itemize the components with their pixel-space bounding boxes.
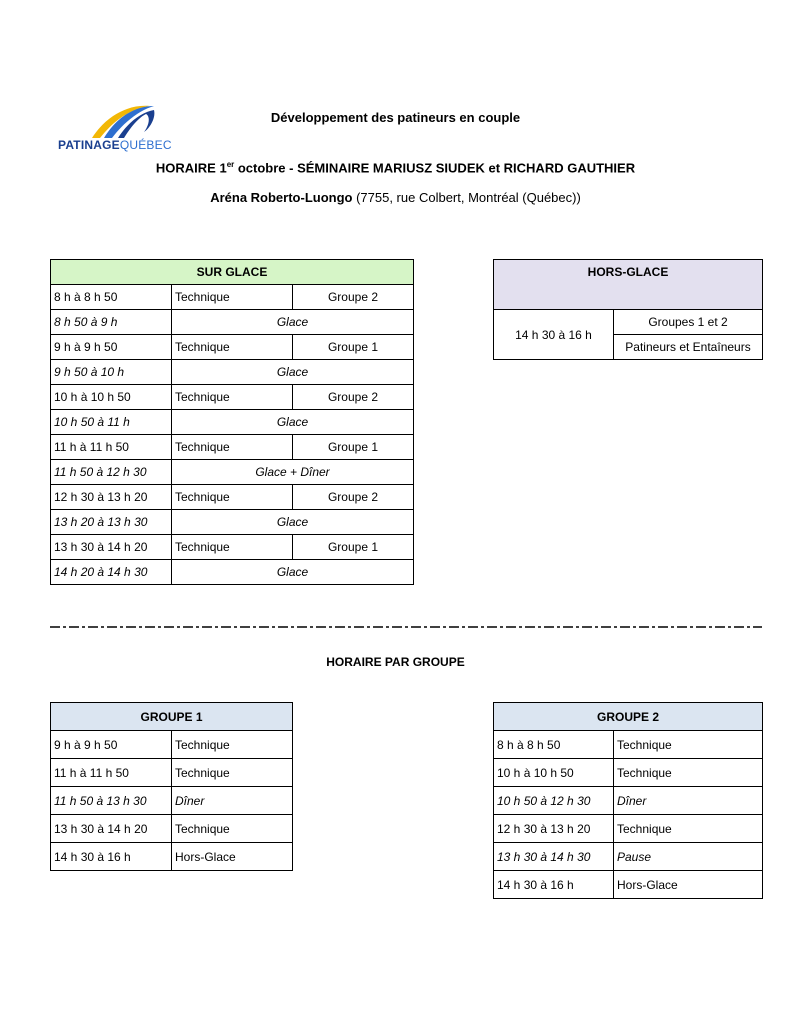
- table-row: [51, 385, 414, 410]
- activity-cell: Glace: [172, 560, 414, 585]
- section-divider: [50, 626, 762, 628]
- activity-cell: Glace + Dîner: [172, 460, 414, 485]
- activity-cell: Technique: [614, 815, 763, 843]
- activity-cell: Glace: [172, 310, 414, 335]
- time-cell: 9 h à 9 h 50: [51, 731, 172, 759]
- activity-cell: Technique: [172, 815, 293, 843]
- activity-cell: Hors-Glace: [172, 843, 293, 871]
- activity-cell: Pause: [614, 843, 763, 871]
- table-row: [494, 815, 763, 843]
- group-cell: Groupe 2: [293, 485, 414, 510]
- document-subtitle: Développement des patineurs en couple: [270, 110, 521, 125]
- venue-line: Aréna Roberto-Luongo (7755, rue Colbert, Montréal (Québec)): [210, 190, 581, 205]
- logo-wordmark: PATINAGEQUÉBEC: [58, 138, 172, 152]
- table-row: [51, 510, 414, 535]
- activity-cell: Technique: [172, 335, 293, 360]
- hors-glace-groups: Groupes 1 et 2: [614, 310, 763, 335]
- table-row: [51, 535, 414, 560]
- time-cell: 12 h 30 à 13 h 20: [51, 485, 172, 510]
- document-title: HORAIRE 1er octobre - SÉMINAIRE MARIUSZ SIUDEK et RICHARD GAUTHIER: [155, 160, 636, 176]
- time-cell: 11 h 50 à 13 h 30: [51, 787, 172, 815]
- group-cell: Groupe 1: [293, 435, 414, 460]
- time-cell: 10 h 50 à 11 h: [51, 410, 172, 435]
- time-cell: 11 h à 11 h 50: [51, 759, 172, 787]
- table-row: [494, 787, 763, 815]
- time-cell: 10 h à 10 h 50: [494, 759, 614, 787]
- time-cell: 8 h à 8 h 50: [51, 285, 172, 310]
- time-cell: 14 h 30 à 16 h: [51, 843, 172, 871]
- table-row: [51, 435, 414, 460]
- time-cell: 13 h 20 à 13 h 30: [51, 510, 172, 535]
- activity-cell: Dîner: [614, 787, 763, 815]
- activity-cell: Glace: [172, 510, 414, 535]
- table-row: [51, 460, 414, 485]
- time-cell: 9 h à 9 h 50: [51, 335, 172, 360]
- time-cell: 13 h 30 à 14 h 20: [51, 535, 172, 560]
- time-cell: 13 h 30 à 14 h 20: [51, 815, 172, 843]
- groupe-1-table: [50, 702, 293, 871]
- hors-glace-participants: Patineurs et Entaîneurs: [614, 335, 763, 360]
- table-row: [494, 731, 763, 759]
- table-row: [51, 485, 414, 510]
- activity-cell: Technique: [172, 285, 293, 310]
- groupe-1-header: GROUPE 1: [51, 703, 293, 731]
- time-cell: 10 h 50 à 12 h 30: [494, 787, 614, 815]
- group-cell: Groupe 2: [293, 285, 414, 310]
- hors-glace-table: [493, 259, 763, 360]
- time-cell: 10 h à 10 h 50: [51, 385, 172, 410]
- activity-cell: Technique: [172, 385, 293, 410]
- time-cell: 8 h 50 à 9 h: [51, 310, 172, 335]
- groupe-2-table: [493, 702, 763, 899]
- time-cell: 14 h 30 à 16 h: [494, 871, 614, 899]
- sur-glace-table: [50, 259, 414, 585]
- table-row: [51, 285, 414, 310]
- group-cell: Groupe 1: [293, 335, 414, 360]
- time-cell: 13 h 30 à 14 h 30: [494, 843, 614, 871]
- activity-cell: Technique: [614, 759, 763, 787]
- table-row: [51, 310, 414, 335]
- table-row: [494, 871, 763, 899]
- patinage-quebec-logo: [58, 100, 170, 156]
- group-cell: Groupe 2: [293, 385, 414, 410]
- table-row: [51, 787, 293, 815]
- table-row: [51, 560, 414, 585]
- table-row: [494, 759, 763, 787]
- table-row: [51, 410, 414, 435]
- activity-cell: Technique: [614, 731, 763, 759]
- activity-cell: Hors-Glace: [614, 871, 763, 899]
- table-row: [51, 843, 293, 871]
- table-row: [51, 731, 293, 759]
- section-title: HORAIRE PAR GROUPE: [326, 655, 465, 669]
- sur-glace-header: SUR GLACE: [51, 260, 414, 285]
- table-row: [51, 815, 293, 843]
- time-cell: 8 h à 8 h 50: [494, 731, 614, 759]
- activity-cell: Glace: [172, 360, 414, 385]
- time-cell: 14 h 20 à 14 h 30: [51, 560, 172, 585]
- time-cell: 9 h 50 à 10 h: [51, 360, 172, 385]
- activity-cell: Technique: [172, 435, 293, 460]
- table-row: [51, 360, 414, 385]
- hors-glace-header: HORS-GLACE: [494, 260, 763, 310]
- table-row: [494, 843, 763, 871]
- table-row: [51, 759, 293, 787]
- activity-cell: Technique: [172, 535, 293, 560]
- activity-cell: Technique: [172, 759, 293, 787]
- activity-cell: Technique: [172, 731, 293, 759]
- time-cell: 11 h 50 à 12 h 30: [51, 460, 172, 485]
- groupe-2-header: GROUPE 2: [494, 703, 763, 731]
- table-row: [51, 335, 414, 360]
- time-cell: 12 h 30 à 13 h 20: [494, 815, 614, 843]
- activity-cell: Technique: [172, 485, 293, 510]
- hors-glace-time: 14 h 30 à 16 h: [494, 310, 614, 360]
- group-cell: Groupe 1: [293, 535, 414, 560]
- time-cell: 11 h à 11 h 50: [51, 435, 172, 460]
- activity-cell: Dîner: [172, 787, 293, 815]
- activity-cell: Glace: [172, 410, 414, 435]
